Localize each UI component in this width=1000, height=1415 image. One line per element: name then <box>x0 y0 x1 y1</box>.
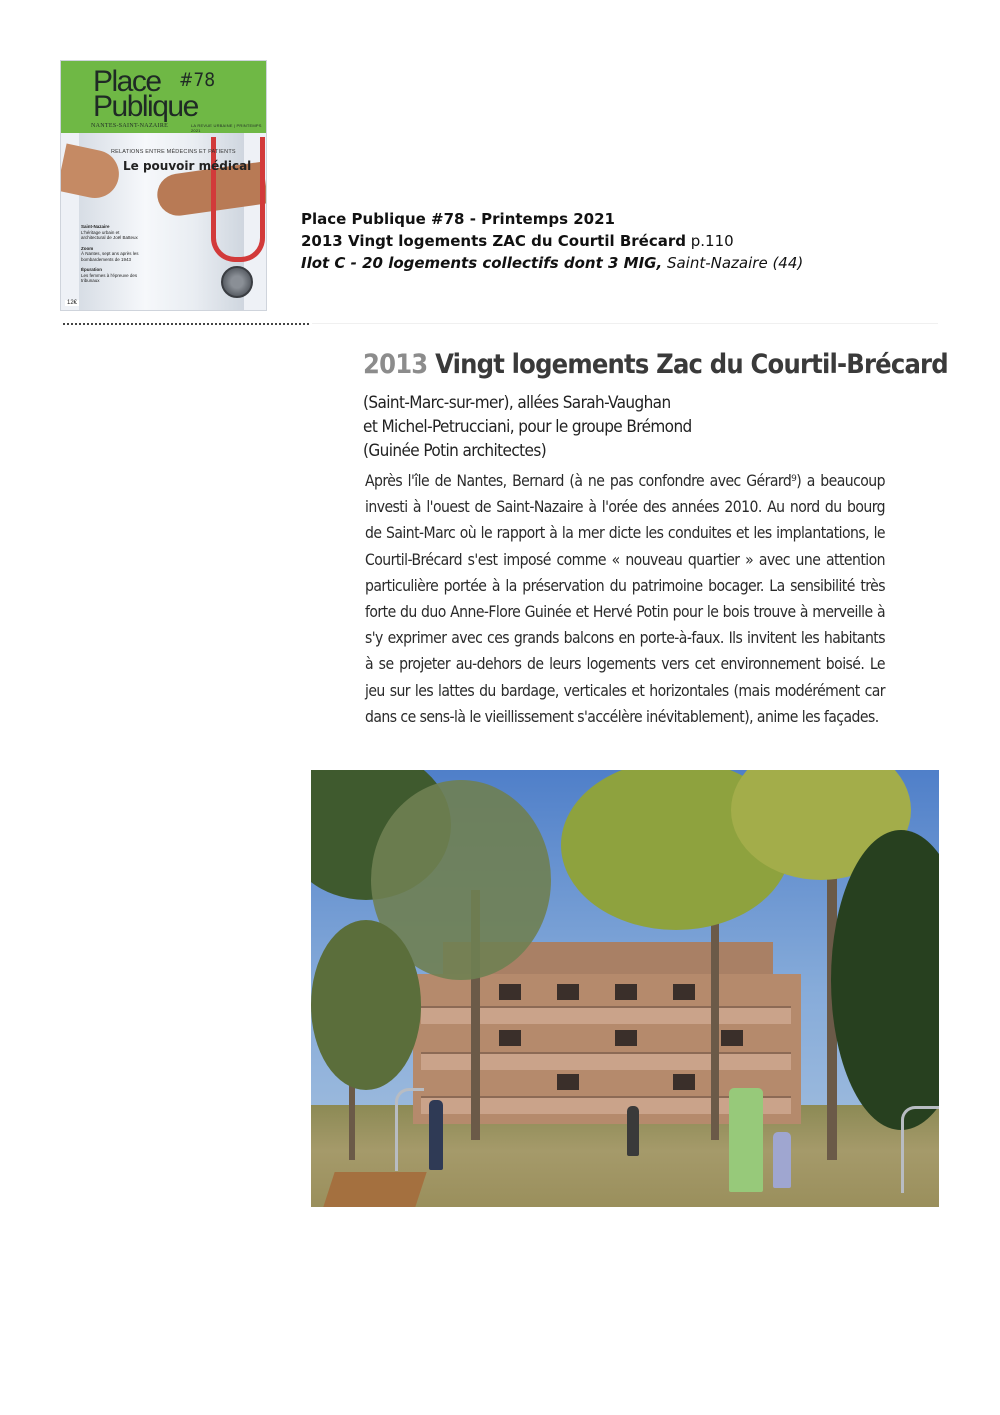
cover-edition: LA REVUE URBAINE | PRINTEMPS 2021 <box>191 123 262 133</box>
photo-person <box>773 1132 791 1188</box>
faint-divider <box>312 323 938 324</box>
dotted-divider <box>63 323 309 325</box>
reference-article <box>301 231 734 252</box>
photo-handrail <box>395 1088 424 1171</box>
reference-project-location: Saint-Nazaire (44) <box>662 254 804 272</box>
reference-publication: Place Publique #78 - Printemps 2021 <box>301 210 615 228</box>
cover-city: NANTES-SAINT-NAZAIRE <box>91 123 169 129</box>
article-title <box>363 349 948 380</box>
photo-window <box>673 984 695 1000</box>
cover-headline: Le pouvoir médical <box>123 159 252 173</box>
photo-person <box>429 1100 443 1170</box>
photo-handrail <box>901 1106 939 1193</box>
article-subtitle-line2: et Michel-Petrucciani, pour le groupe Brémond <box>363 417 692 437</box>
reference-project-title: Ilot C - 20 logements collectifs dont 3 MIG, <box>301 254 663 272</box>
article-subtitle-line1: (Saint-Marc-sur-mer), allées Sarah-Vaughan <box>363 393 671 413</box>
photo-tree-trunk <box>711 920 719 1140</box>
article-subtitle-line3: (Guinée Potin architectes) <box>363 441 547 461</box>
article-body: Après l'île de Nantes, Bernard (à ne pas confondre avec Gérard⁹) a beaucoup investi à l'ouest de Saint-Nazaire à l'orée des années 2010. Au nord du bourg de Saint-Marc où le rapport à la mer dicte les conduites et les implantations, le Courtil-Brécard s'est imposé comme « nouveau quartier » avec une attention particulière portée à la préservation du patrimoine bocager. La sensibilité très forte du duo Anne-Flore Guinée et Hervé Potin pour le bois trouve à merveille à s'y exprimer avec ces grands balcons en porte-à-faux. Ils invitent les habitants à se projeter au-dehors de leurs logements vers cet environnement boisé. Le jeu sur les lattes du bardage, verticales et horizontales (mais modérément car dans ce sens-là le vieillissement s'accélère inévitablement), anime les façades. <box>365 472 885 726</box>
stethoscope-icon <box>211 137 265 262</box>
photo-bench <box>323 1172 426 1207</box>
cover-side-heading: Zoom <box>81 245 94 251</box>
photo-tree <box>311 920 421 1090</box>
reference-project <box>301 253 803 274</box>
building-photo <box>311 770 939 1207</box>
cover-side-list <box>81 219 143 284</box>
photo-window <box>499 1030 521 1046</box>
stethoscope-bell-icon <box>221 266 253 298</box>
photo-window <box>721 1030 743 1046</box>
photo-window <box>557 1074 579 1090</box>
cover-price: 12€ <box>67 300 78 306</box>
cover-title-line2: Publique <box>93 90 198 123</box>
cover-side-heading: Saint-Nazaire <box>81 224 110 229</box>
cover-side-heading: Épuration <box>81 267 102 272</box>
photo-window <box>615 984 637 1000</box>
photo-window <box>499 984 521 1000</box>
reference-article-title: 2013 Vingt logements ZAC du Courtil Brécard <box>301 232 686 250</box>
reference-article-page: p.110 <box>686 232 734 250</box>
photo-window <box>673 1074 695 1090</box>
cover-issue-number: #78 <box>179 69 216 91</box>
cover-title-line1: Place <box>93 65 161 98</box>
article-title-text: Vingt logements Zac du Courtil-Brécard <box>435 349 948 380</box>
magazine-cover <box>61 61 266 310</box>
article-year: 2013 <box>363 349 428 380</box>
cover-kicker: RELATIONS ENTRE MÉDECINS ET PATIENTS <box>111 149 236 155</box>
cover-side-text: Les femmes à l'épreuve des tribunaux <box>81 272 138 283</box>
photo-window <box>615 1030 637 1046</box>
cover-side-text: À Nantes, sept ans après les bombardements de 1943 <box>81 251 139 262</box>
cover-side-text: L'héritage urbain et architectural de Joël Batteux <box>81 229 138 240</box>
photo-person <box>729 1088 763 1192</box>
photo-window <box>557 984 579 1000</box>
photo-person <box>627 1106 639 1156</box>
